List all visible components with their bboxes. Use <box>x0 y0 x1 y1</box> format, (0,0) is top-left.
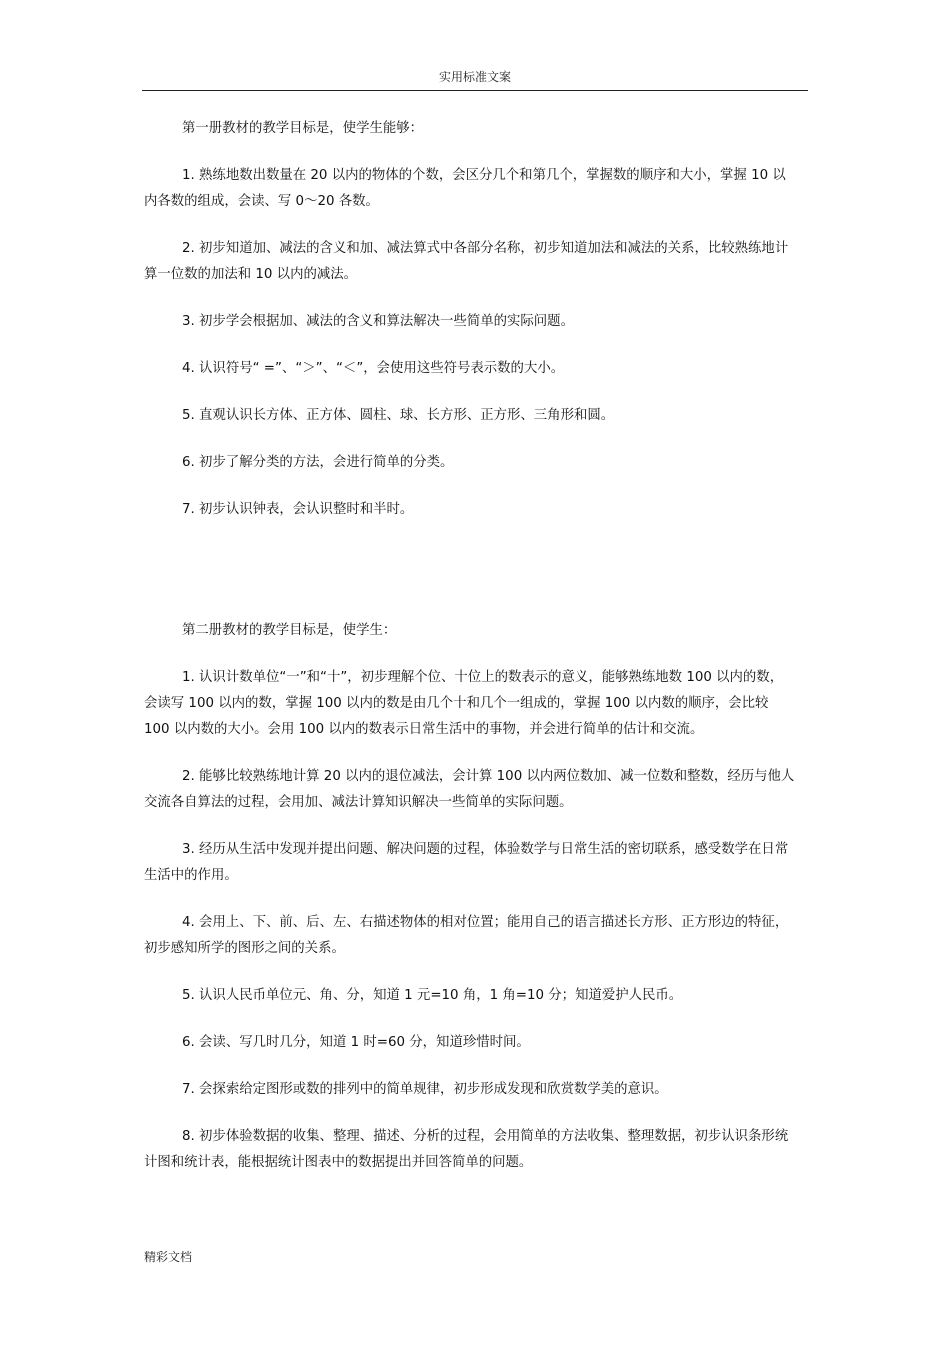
section2-item-2: 2. 能够比较熟练地计算 20 以内的退位减法，会计算 100 以内两位数加、减一位数和整数，经历与他人交流各自算法的过程，会用加、减法计算知识解决一些简单的实际问题。 <box>144 769 795 810</box>
document-body <box>144 116 796 1176</box>
section2-item-6: 6. 会读、写几时几分，知道 1 时=60 分，知道珍惜时间。 <box>182 1035 530 1050</box>
page-footer-text: 精彩文档 <box>144 1250 193 1264</box>
section2-item-4: 4. 会用上、下、前、后、左、右描述物体的相对位置；能用自己的语言描述长方形、正方形边的特征，初步感知所学的图形之间的关系。 <box>144 915 789 956</box>
section1-item-3: 3. 初步学会根据加、减法的含义和算法解决一些简单的实际问题。 <box>182 314 574 329</box>
section1-item-6: 6. 初步了解分类的方法，会进行简单的分类。 <box>182 455 454 470</box>
section2-heading: 第二册教材的教学目标是，使学生： <box>182 623 397 638</box>
section1-item-4: 4. 认识符号“ =”、“＞”、“＜”，会使用这些符号表示数的大小。 <box>182 361 565 376</box>
section1-heading: 第一册教材的教学目标是，使学生能够： <box>182 121 424 136</box>
section2-item-5: 5. 认识人民币单位元、角、分，知道 1 元=10 角，1 角=10 分；知道爱护人民币。 <box>182 988 683 1003</box>
page-header-title: 实用标准文案 <box>438 70 511 84</box>
section1-item-1: 1. 熟练地数出数量在 20 以内的物体的个数，会区分几个和第几个，掌握数的顺序和大小，掌握 10 以内各数的组成，会读、写 0～20 各数。 <box>144 168 786 209</box>
header-divider <box>142 90 808 91</box>
section2-item-1: 1. 认识计数单位“一”和“十”，初步理解个位、十位上的数表示的意义，能够熟练地数 100 以内的数，会读写 100 以内的数，掌握 100 以内的数是由几个十和几个一组成的，掌握 100 以内数的顺序，会比较 100 以内数的大小。会用 100 以内的数表示日常生活中的事物，并会进行简单的估计和交流。 <box>144 670 784 737</box>
section1-item-2: 2. 初步知道加、减法的含义和加、减法算式中各部分名称，初步知道加法和减法的关系，比较熟练地计算一位数的加法和 10 以内的减法。 <box>144 241 789 282</box>
section1-item-5: 5. 直观认识长方体、正方体、圆柱、球、长方形、正方形、三角形和圆。 <box>182 408 615 423</box>
section2-item-8: 8. 初步体验数据的收集、整理、描述、分析的过程，会用简单的方法收集、整理数据，初步认识条形统计图和统计表，能根据统计图表中的数据提出并回答简单的问题。 <box>144 1129 789 1170</box>
section1-item-7: 7. 初步认识钟表，会认识整时和半时。 <box>182 502 414 517</box>
section2-item-7: 7. 会探索给定图形或数的排列中的简单规律，初步形成发现和欣赏数学美的意识。 <box>182 1082 668 1097</box>
section2-item-3: 3. 经历从生活中发现并提出问题、解决问题的过程，体验数学与日常生活的密切联系，感受数学在日常生活中的作用。 <box>144 842 789 883</box>
